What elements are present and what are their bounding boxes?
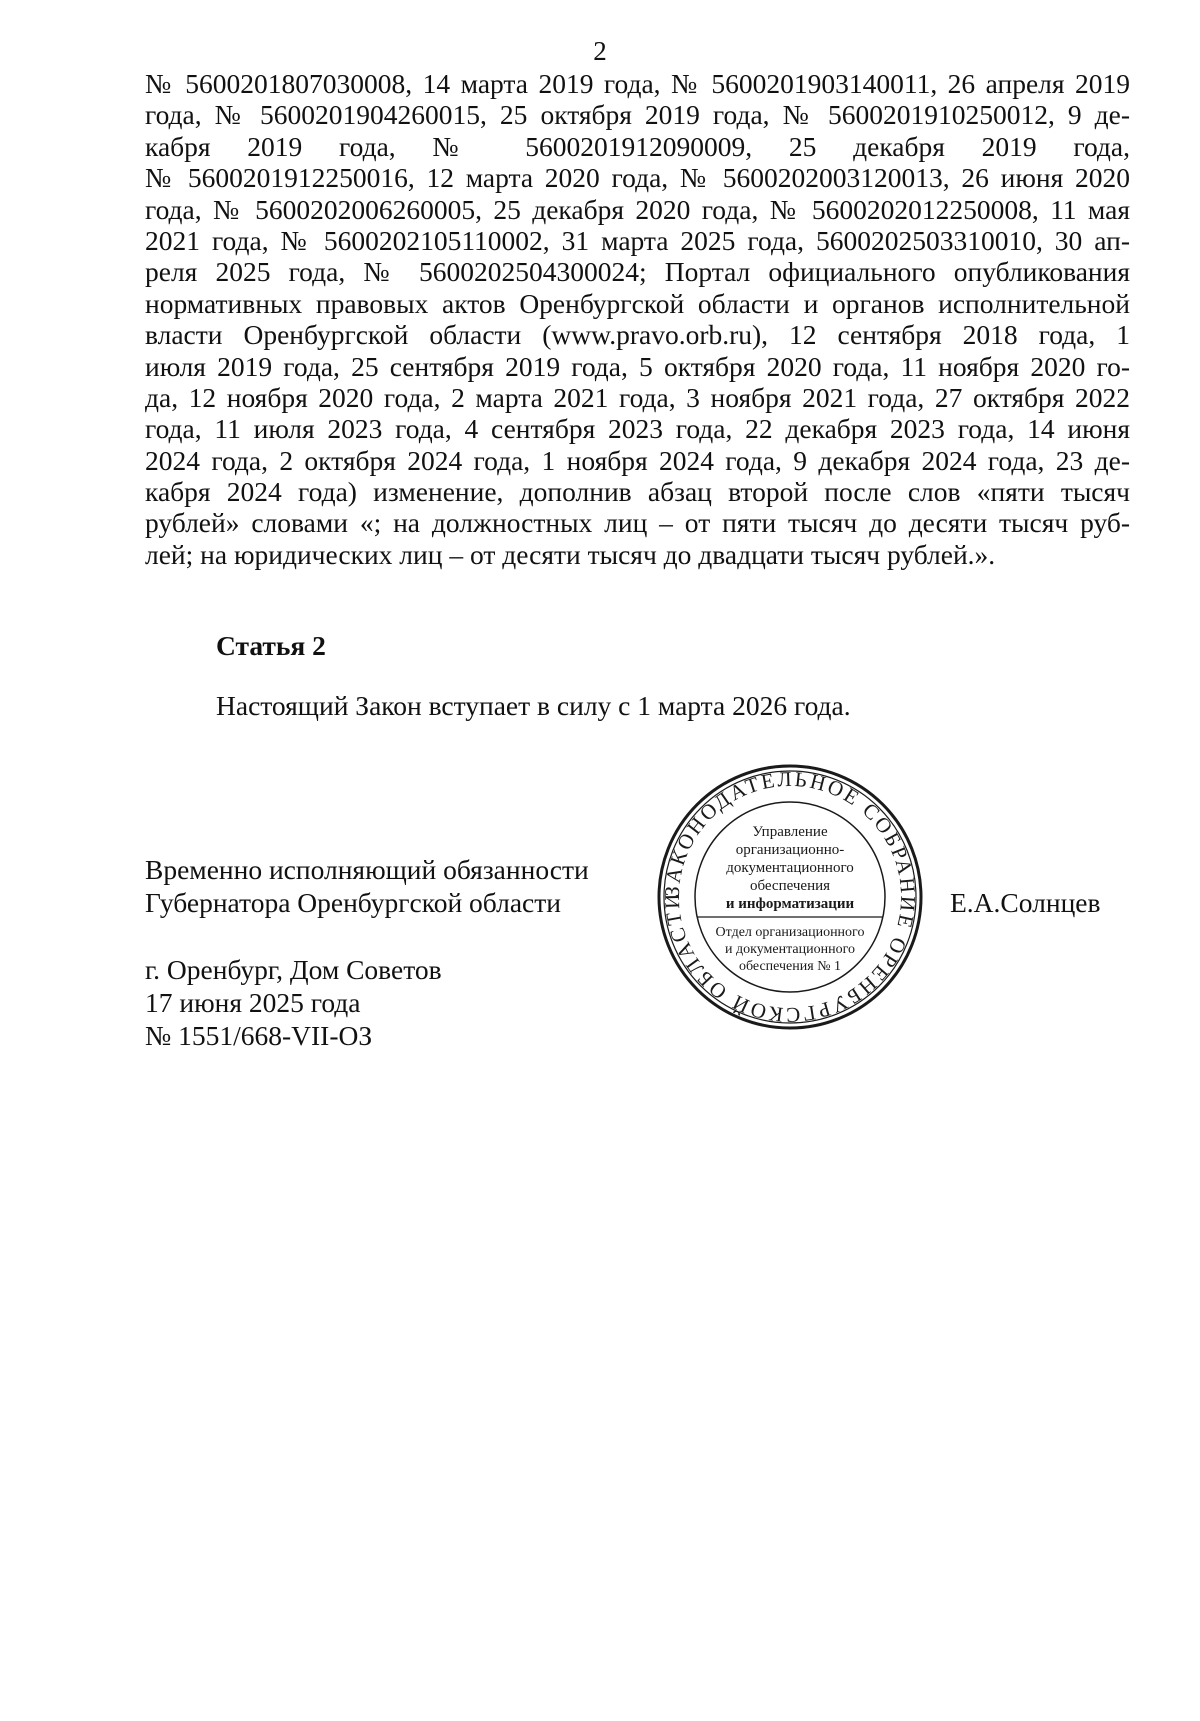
body-line: лей; на юридических лиц – от десяти тысяч до двадцати тысяч рублей.».: [145, 538, 996, 570]
body-line: рублей» словами «; на должностных лиц – от пяти тысяч до десяти тысяч руб-: [145, 507, 1130, 539]
article-heading: Статья 2: [216, 630, 326, 661]
signer-name: Е.А.Солнцев: [950, 887, 1101, 918]
seal-upper-line: документационного: [726, 860, 854, 876]
body-line: кабря 2024 года) изменение, дополнив абзац второй после слов «пяти тысяч: [145, 476, 1130, 508]
seal-lower-line: Отдел организационного: [715, 925, 865, 940]
seal-upper-line: обеспечения: [749, 878, 831, 894]
seal-upper-line: организационно-: [735, 842, 845, 858]
body-line: 2024 года, 2 октября 2024 года, 1 ноября 2024 года, 9 декабря 2024 года, 23 де-: [145, 444, 1130, 476]
body-line: № 5600201807030008, 14 марта 2019 года, № 5600201903140011, 26 апреля 2019: [145, 68, 1130, 99]
seal-lower-line: и документационного: [725, 942, 855, 957]
page-number: 2: [593, 36, 607, 66]
seal-lower-line: обеспечения № 1: [738, 959, 842, 974]
signatory-title-line: Губернатора Оренбургской области: [145, 887, 561, 918]
body-line: кабря 2019 года, № 5600201912090009, 25 декабря 2019 года,: [145, 130, 1130, 162]
seal-ring-text: ЗАКОНОДАТЕЛЬНОЕ СОБРАНИЕ ОРЕНБУРГСКОЙ ОБЛАСТИ: [659, 766, 921, 1028]
body-text: [145, 68, 1130, 570]
body-line: № 5600201912250016, 12 марта 2020 года, № 5600202003120013, 26 июня 2020: [145, 162, 1130, 194]
body-line: 2021 года, № 5600202105110002, 31 марта 2025 года, 5600202503310010, 30 ап-: [145, 224, 1130, 256]
date: 17 июня 2025 года: [145, 987, 361, 1018]
place: г. Оренбург, Дом Советов: [145, 954, 442, 985]
seal-upper-line: и информатизации: [725, 896, 855, 912]
body-line: года, № 5600202006260005, 25 декабря 2020 года, № 5600202012250008, 11 мая: [145, 193, 1130, 225]
document-number: № 1551/668-VII-ОЗ: [145, 1020, 373, 1051]
body-line: власти Оренбургской области (www.pravo.orb.ru), 12 сентября 2018 года, 1: [145, 319, 1130, 351]
body-line: июля 2019 года, 25 сентября 2019 года, 5 октября 2020 года, 11 ноября 2020 го-: [145, 350, 1130, 382]
body-line: да, 12 ноября 2020 года, 2 марта 2021 года, 3 ноября 2021 года, 27 октября 2022: [145, 381, 1130, 413]
signatory-title: [145, 853, 589, 919]
seal-upper-line: Управление: [752, 824, 828, 840]
body-line: года, № 5600201904260015, 25 октября 2019 года, № 5600201910250012, 9 де-: [145, 99, 1130, 131]
body-line: реля 2025 года, № 5600202504300024; Портал официального опубликования: [145, 256, 1130, 288]
official-seal: [655, 762, 925, 1032]
place-date-number: [145, 953, 442, 1052]
body-line: нормативных правовых актов Оренбургской области и органов исполнительной: [145, 287, 1130, 319]
signatory-title-line: Временно исполняющий обязанности: [145, 854, 589, 885]
article-text: Настоящий Закон вступает в силу с 1 марта 2026 года.: [216, 690, 851, 721]
seal-graphic: [655, 762, 925, 1032]
body-line: года, 11 июля 2023 года, 4 сентября 2023 года, 22 декабря 2023 года, 14 июня: [145, 413, 1130, 445]
